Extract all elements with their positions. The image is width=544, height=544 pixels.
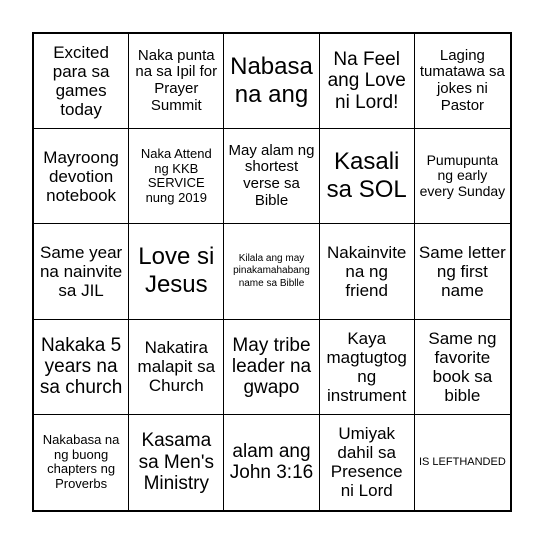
bingo-cell[interactable]: Same ng favorite book sa bible (415, 320, 510, 415)
bingo-cell[interactable]: IS LEFTHANDED (418, 456, 506, 469)
bingo-cell[interactable]: Na Feel ang Love ni Lord! (320, 34, 415, 129)
bingo-cell[interactable]: Love si Jesus (129, 224, 224, 319)
bingo-cell[interactable]: Excited para sa games today (34, 34, 129, 129)
bingo-cell[interactable]: Mayroong devotion notebook (34, 129, 129, 224)
bingo-cell[interactable]: Nakatira malapit sa Church (129, 320, 224, 415)
bingo-cell[interactable]: Kaya magtugtog ng instrument (320, 320, 415, 415)
bingo-cell[interactable]: Nakabasa na ng buong chapters ng Proverbs (34, 415, 129, 510)
bingo-cell[interactable]: alam ang John 3:16 (224, 415, 319, 510)
bingo-cell[interactable]: May alam ng shortest verse sa Bible (224, 129, 319, 224)
bingo-cell[interactable]: Nakaka 5 years na sa church (34, 320, 129, 415)
bingo-cell[interactable]: Naka punta na sa Ipil for Prayer Summit (129, 34, 224, 129)
bingo-cell[interactable]: Pumupunta ng early every Sunday (415, 129, 510, 224)
bingo-cell[interactable]: Nakainvite na ng friend (320, 224, 415, 319)
bingo-cell[interactable]: Kasali sa SOL (320, 129, 415, 224)
bingo-cell[interactable]: Umiyak dahil sa Presence ni Lord (320, 415, 415, 510)
bingo-cell[interactable]: Nabasa na ang (224, 34, 319, 129)
bingo-card (32, 32, 512, 512)
bingo-cell[interactable]: Kilala ang may pinakamahabang name sa Biblle (224, 224, 319, 319)
bingo-cell[interactable]: Same letter ng first name (415, 224, 510, 319)
bingo-cell[interactable]: Laging tumatawa sa jokes ni Pastor (415, 34, 510, 129)
bingo-cell[interactable]: May tribe leader na gwapo (224, 320, 319, 415)
bingo-cell[interactable]: Kasama sa Men's Ministry (129, 415, 224, 510)
bingo-cell[interactable]: Naka Attend ng KKB SERVICE nung 2019 (129, 129, 224, 224)
bingo-cell[interactable]: Same year na nainvite sa JIL (34, 224, 129, 319)
